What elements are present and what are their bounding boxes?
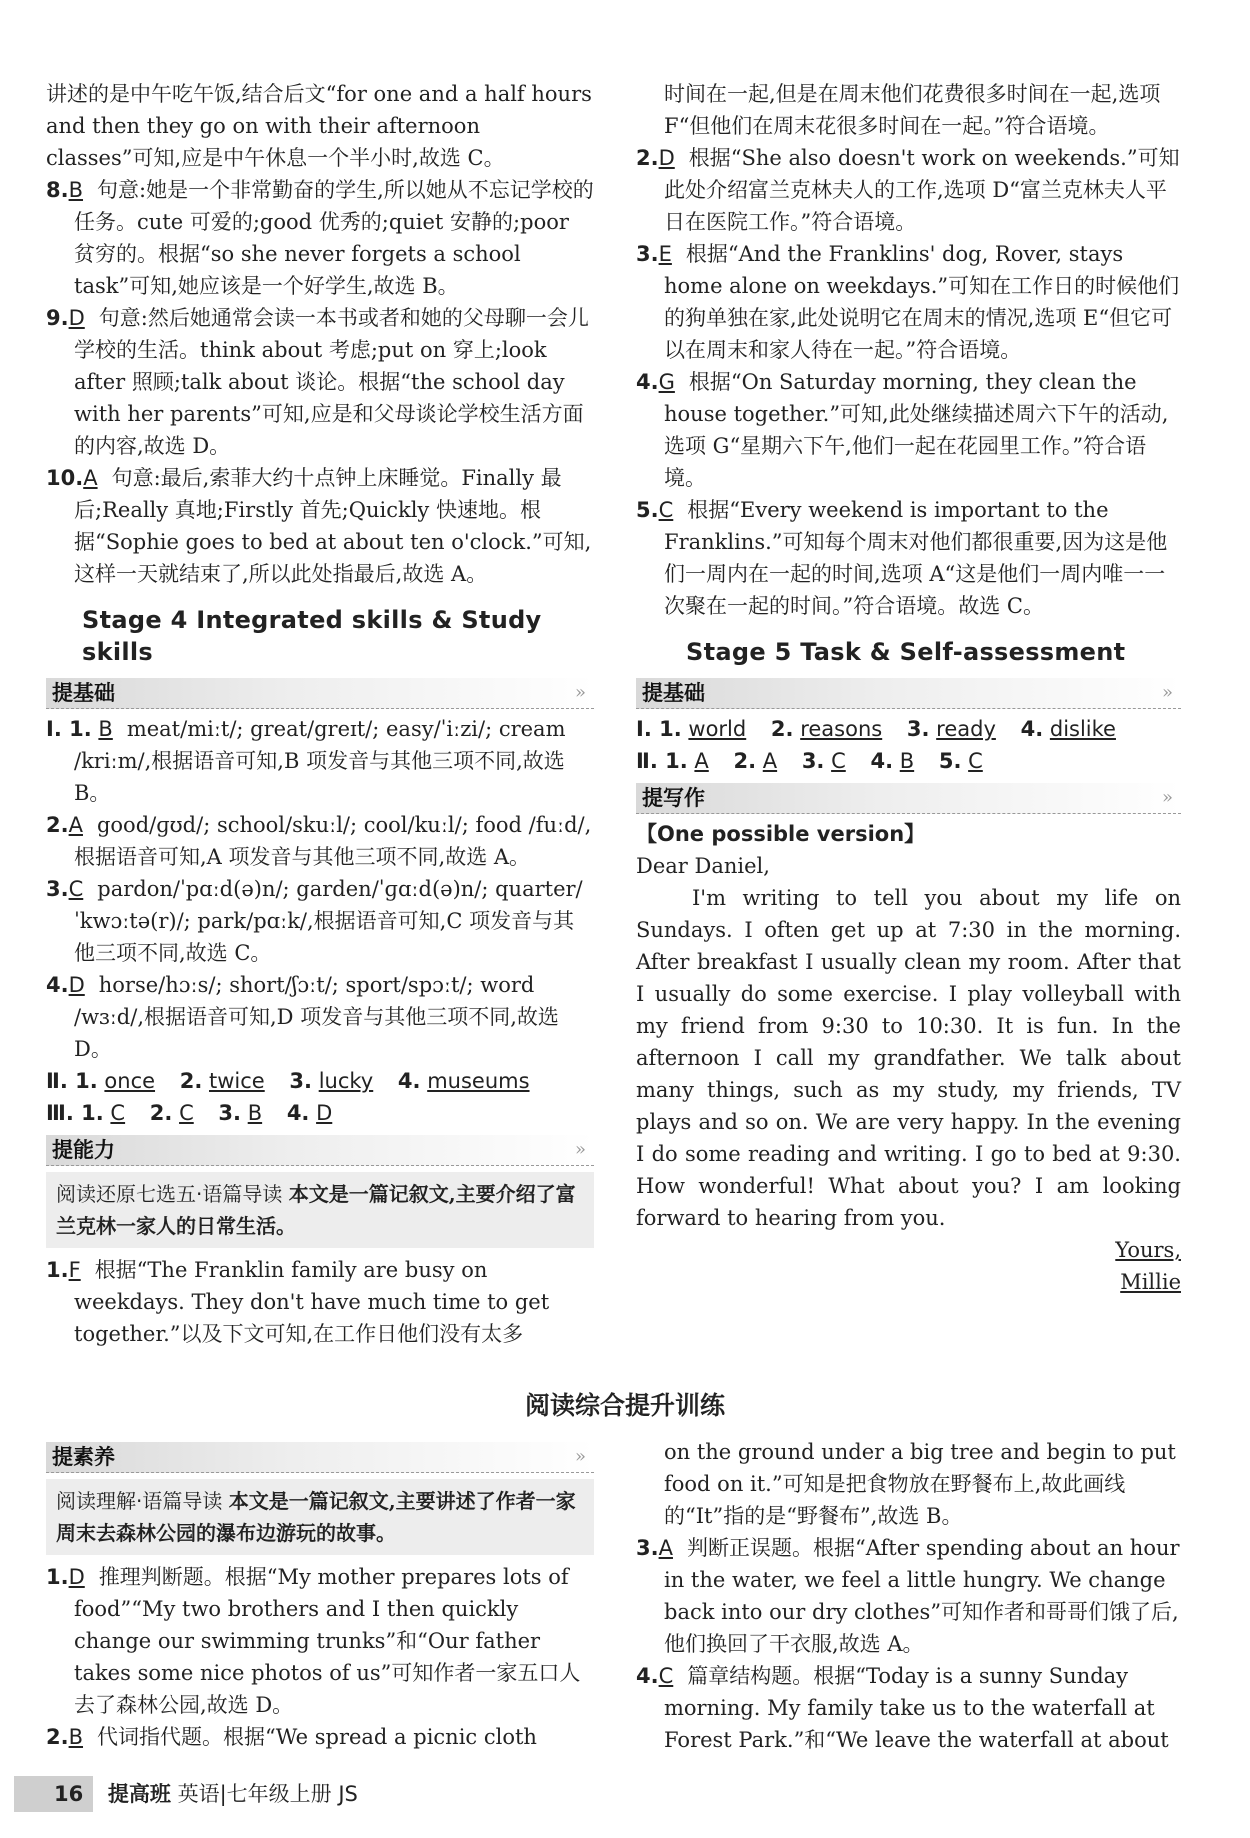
reading-item-1-continued: 时间在一起,但是在周末他们花费很多时间在一起,选项 F“但他们在周末花很多时间在一起。”符合语境。	[664, 82, 1161, 138]
section-header-ability: 提能力 »	[46, 1135, 594, 1166]
bottom-right-column	[636, 1436, 1181, 1756]
q9-explanation: 9.D 句意:然后她通常会读一本书或者和她的父母聊一会儿学校的生活。think about 考虑;put on 穿上;look after 照顾;talk about 谈论。根据“the school day with her parents”可知,应是和父母谈论学校生活方面的内容,故选 D。	[46, 306, 589, 458]
letter-body: I'm writing to tell you about my life on Sundays. I often get up at 7:30 in the morning. After breakfast I usually clean my room. After that I usually do some exercise. I play volleyball with my friend from 9:30 to 10:30. It is fun. In the afternoon I call my grandfather. We talk about many things, such as my study, my friends, TV plays and so on. We are very happy. In the evening I do some reading and writing. I go to bed at 9:30. How wonderful! What about you? I am looking forward to hearing from you.	[636, 886, 1181, 1230]
reading-item-2: 2.D 根据“She also doesn't work on weekends.”可知此处介绍富兰克林夫人的工作,选项 D“富兰克林夫人平日在医院工作。”符合语境。	[636, 146, 1180, 234]
reading-item-5: 5.C 根据“Every weekend is important to the Franklins.”可知每个周末对他们都很重要,因为这是他们一周内在一起的时间,选项 A“这是他们一周内唯一一次聚在一起的时间。”符合语境。故选 C。	[636, 498, 1168, 618]
left-column	[46, 78, 594, 1350]
version-label: 【One possible version】	[636, 822, 926, 846]
section-header-literacy: 提素养 »	[46, 1442, 594, 1473]
page-footer	[14, 1776, 434, 1812]
q8-explanation: 8.B 句意:她是一个非常勤奋的学生,所以她从不忘记学校的任务。cute 可爱的;good 优秀的;quiet 安静的;poor 贫穷的。根据“so she never forgets a school task”可知,她应该是一个好学生,故选 B。	[46, 178, 594, 298]
intro-paragraph: 讲述的是中午吃午饭,结合后文“for one and a half hours and then they go on with their afternoon classes”可知,应是中午休息一个半小时,故选 C。	[46, 82, 592, 170]
reading-item-1: 1.F 根据“The Franklin family are busy on weekdays. They don't have much time to get together.”以及下文可知,在工作日他们没有太多	[46, 1258, 550, 1346]
letter-closing: Yours,	[1115, 1238, 1181, 1262]
brand-label: 提高班	[107, 1782, 171, 1806]
reading-item-4: 4.G 根据“On Saturday morning, they clean the house together.”可知,此处继续描述周六下午的活动,选项 G“星期六下午,他们一起在花园里工作。”符合语境。	[636, 370, 1169, 490]
part-ii-answers: Ⅱ. 1. once 2. twice 3. lucky 4. museums	[46, 1069, 530, 1093]
comprehension-item-2: 2.B 代词指代题。根据“We spread a picnic cloth	[46, 1725, 537, 1749]
chevron-right-icon: »	[574, 1139, 586, 1160]
stage4-title: Stage 4 Integrated skills & Study skills	[82, 606, 542, 666]
chevron-right-icon: »	[1161, 787, 1173, 808]
section-title: 阅读综合提升训练	[524, 1391, 725, 1420]
chevron-right-icon: »	[574, 1446, 586, 1467]
right-column	[636, 78, 1181, 1298]
reading-guide-box-2: 阅读理解·语篇导读 本文是一篇记叙文,主要讲述了作者一家周末去森林公园的瀑布边游玩的故事。	[46, 1479, 594, 1555]
comprehension-item-2-continued: on the ground under a big tree and begin to put food on it.”可知是把食物放在野餐布上,故此画线的“It”指的是“野餐布”,故选 B。	[664, 1440, 1176, 1528]
stage5-title: Stage 5 Task & Self-assessment	[686, 638, 1126, 666]
bottom-left-column	[46, 1436, 594, 1753]
chevron-right-icon: »	[574, 682, 586, 703]
section-header-basic-2: 提基础 »	[636, 678, 1181, 709]
phonics-item-3: 3.C pardon/ˈpɑːd(ə)n/; garden/ˈɡɑːd(ə)n/; quarter/ˈkwɔːtə(r)/; park/pɑːk/,根据语音可知,C 项发音与其他三项不同,故选 C。	[46, 877, 583, 965]
q10-explanation: 10.A 句意:最后,索菲大约十点钟上床睡觉。Finally 最后;Really 真地;Firstly 首先;Quickly 快速地。根据“Sophie goes to bed at about ten o'clock.”可知,这样一天就结束了,所以此处指最后,故选 A。	[46, 466, 592, 586]
page-number: 16	[14, 1776, 93, 1812]
section-header-basic: 提基础 »	[46, 678, 594, 709]
reading-item-3: 3.E 根据“And the Franklins' dog, Rover, stays home alone on weekdays.”可知在工作日的时候他们的狗单独在家,此处说明它在周末的情况,选项 E“但它可以在周末和家人待在一起。”符合语境。	[636, 242, 1180, 362]
stage5-part-i-answers: Ⅰ. 1. world 2. reasons 3. ready 4. dislike	[636, 717, 1116, 741]
chevron-right-icon: »	[1161, 682, 1173, 703]
comprehension-item-3: 3.A 判断正误题。根据“After spending about an hour in the water, we feel a little hungry. We change back into our dry clothes”可知作者和哥哥们饿了后,他们换回了干衣服,故选 A。	[636, 1536, 1180, 1656]
letter-signature: Millie	[1120, 1270, 1181, 1294]
phonics-item-4: 4.D horse/hɔːs/; short/ʃɔːt/; sport/spɔːt/; word /wɜːd/,根据语音可知,D 项发音与其他三项不同,故选 D。	[46, 973, 559, 1061]
section-header-writing: 提写作 »	[636, 783, 1181, 814]
part-iii-answers: Ⅲ. 1. C 2. C 3. B 4. D	[46, 1101, 333, 1125]
comprehension-item-1: 1.D 推理判断题。根据“My mother prepares lots of food”“My two brothers and I then quickly change our swimming trunks”和“Our father takes some nice photos of us”可知作者一家五口人去了森林公园,故选 D。	[46, 1565, 581, 1717]
stage5-part-ii-answers: Ⅱ. 1. A 2. A 3. C 4. B 5. C	[636, 749, 983, 773]
phonics-item-2: 2.A good/ɡʊd/; school/skuːl/; cool/kuːl/; food /fuːd/,根据语音可知,A 项发音与其他三项不同,故选 A。	[46, 813, 592, 869]
letter-greeting: Dear Daniel,	[636, 854, 770, 878]
comprehension-item-4: 4.C 篇章结构题。根据“Today is a sunny Sunday morning. My family take us to the waterfall at Forest Park.”和“We leave the waterfall at about	[636, 1664, 1169, 1752]
reading-guide-box: 阅读还原七选五·语篇导读 本文是一篇记叙文,主要介绍了富兰克林一家人的日常生活。	[46, 1172, 594, 1248]
subject-label: 英语|七年级上册 JS	[177, 1782, 358, 1806]
phonics-item-1: Ⅰ. 1. B meat/miːt/; great/greɪt/; easy/ˈiːzi/; cream /kriːm/,根据语音可知,B 项发音与其他三项不同,故选 B。	[46, 717, 566, 805]
